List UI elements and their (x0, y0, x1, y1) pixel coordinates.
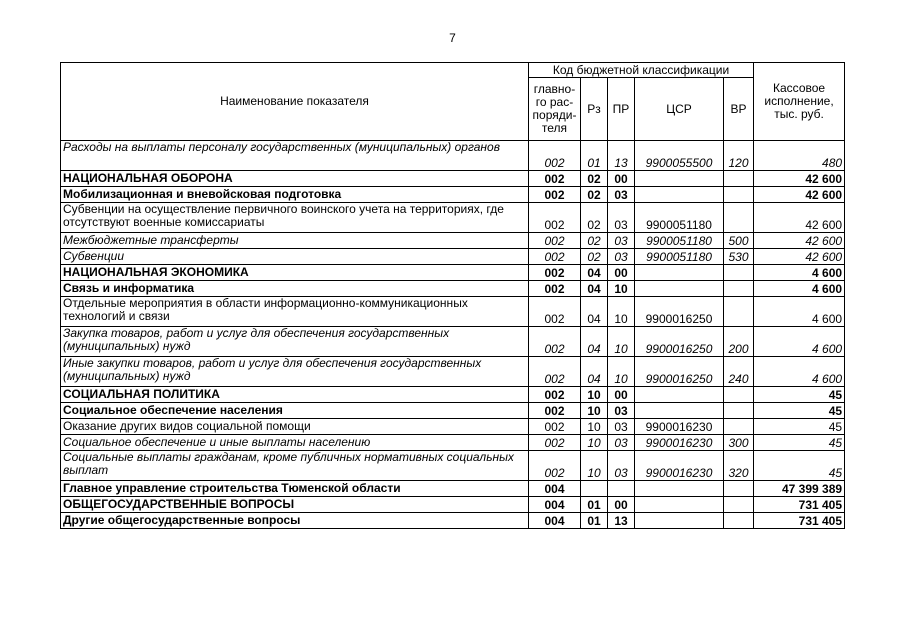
cell-glava: 002 (529, 141, 581, 171)
table-row (61, 451, 845, 481)
cell-glava: 002 (529, 357, 581, 387)
cell-vr (724, 171, 754, 187)
page-number: 7 (449, 31, 456, 45)
table-row (61, 141, 845, 171)
cell-rz (581, 481, 608, 497)
cell-rz: 04 (581, 297, 608, 327)
cell-amount: 42 600 (754, 233, 845, 249)
cell-vr: 120 (724, 141, 754, 171)
cell-csr: 9900016230 (635, 435, 724, 451)
cell-vr (724, 187, 754, 203)
cell-amount: 4 600 (754, 327, 845, 357)
cell-pr: 10 (608, 327, 635, 357)
table-body (61, 141, 845, 529)
cell-amount: 4 600 (754, 297, 845, 327)
cell-name: Отдельные мероприятия в области информационно-коммуникационных технологий и связи (61, 297, 529, 327)
header-amount: Кассовое исполнение, тыс. руб. (754, 63, 845, 141)
cell-csr (635, 403, 724, 419)
cell-vr: 240 (724, 357, 754, 387)
cell-vr (724, 203, 754, 233)
table-header (61, 63, 845, 141)
cell-pr: 13 (608, 513, 635, 529)
cell-glava: 002 (529, 403, 581, 419)
table-row (61, 233, 845, 249)
table-row (61, 497, 845, 513)
cell-csr: 9900016250 (635, 357, 724, 387)
cell-vr (724, 497, 754, 513)
header-csr: ЦСР (635, 78, 724, 141)
cell-name: Иные закупки товаров, работ и услуг для обеспечения государственных (муниципальных) нужд (61, 357, 529, 387)
cell-vr (724, 387, 754, 403)
cell-glava: 002 (529, 419, 581, 435)
cell-csr (635, 481, 724, 497)
header-vr: ВР (724, 78, 754, 141)
cell-glava: 002 (529, 451, 581, 481)
header-name: Наименование показателя (61, 63, 529, 141)
table-row (61, 265, 845, 281)
cell-pr: 00 (608, 265, 635, 281)
cell-glava: 004 (529, 497, 581, 513)
table-row (61, 513, 845, 529)
table-row (61, 357, 845, 387)
cell-amount: 45 (754, 403, 845, 419)
table-row (61, 387, 845, 403)
cell-amount: 4 600 (754, 357, 845, 387)
cell-pr: 00 (608, 171, 635, 187)
cell-rz: 04 (581, 265, 608, 281)
table-row (61, 297, 845, 327)
cell-csr (635, 387, 724, 403)
cell-rz: 01 (581, 513, 608, 529)
cell-vr (724, 513, 754, 529)
cell-pr: 10 (608, 297, 635, 327)
cell-vr (724, 419, 754, 435)
cell-pr (608, 481, 635, 497)
cell-pr: 03 (608, 435, 635, 451)
cell-amount: 47 399 389 (754, 481, 845, 497)
cell-name: НАЦИОНАЛЬНАЯ ЭКОНОМИКА (61, 265, 529, 281)
table-row (61, 187, 845, 203)
table-row (61, 249, 845, 265)
cell-rz: 10 (581, 403, 608, 419)
cell-vr (724, 403, 754, 419)
cell-vr: 500 (724, 233, 754, 249)
cell-csr: 9900016250 (635, 297, 724, 327)
cell-glava: 002 (529, 233, 581, 249)
cell-rz: 02 (581, 233, 608, 249)
cell-glava: 002 (529, 265, 581, 281)
cell-vr (724, 281, 754, 297)
cell-pr: 03 (608, 419, 635, 435)
cell-rz: 10 (581, 451, 608, 481)
cell-glava: 002 (529, 297, 581, 327)
cell-amount: 42 600 (754, 171, 845, 187)
cell-vr: 300 (724, 435, 754, 451)
budget-execution-table (60, 62, 845, 529)
header-glava: главно- го рас- поряди- теля (529, 78, 581, 141)
cell-glava: 002 (529, 327, 581, 357)
cell-rz: 02 (581, 203, 608, 233)
cell-name: Оказание других видов социальной помощи (61, 419, 529, 435)
cell-name: Субвенции (61, 249, 529, 265)
cell-name: Социальное обеспечение и иные выплаты населению (61, 435, 529, 451)
cell-amount: 4 600 (754, 281, 845, 297)
cell-amount: 731 405 (754, 497, 845, 513)
cell-csr (635, 513, 724, 529)
cell-pr: 03 (608, 203, 635, 233)
cell-glava: 002 (529, 435, 581, 451)
table-row (61, 281, 845, 297)
cell-amount: 480 (754, 141, 845, 171)
cell-name: Социальные выплаты гражданам, кроме публичных нормативных социальных выплат (61, 451, 529, 481)
cell-amount: 42 600 (754, 249, 845, 265)
cell-name: Социальное обеспечение населения (61, 403, 529, 419)
cell-rz: 04 (581, 327, 608, 357)
cell-rz: 01 (581, 497, 608, 513)
cell-rz: 10 (581, 387, 608, 403)
cell-glava: 002 (529, 387, 581, 403)
table-row (61, 419, 845, 435)
cell-csr (635, 281, 724, 297)
cell-pr: 03 (608, 249, 635, 265)
cell-csr: 9900055500 (635, 141, 724, 171)
cell-csr (635, 497, 724, 513)
cell-name: ОБЩЕГОСУДАРСТВЕННЫЕ ВОПРОСЫ (61, 497, 529, 513)
cell-vr: 320 (724, 451, 754, 481)
cell-rz: 10 (581, 435, 608, 451)
cell-amount: 45 (754, 451, 845, 481)
cell-pr: 00 (608, 387, 635, 403)
cell-vr (724, 297, 754, 327)
cell-vr: 200 (724, 327, 754, 357)
cell-rz: 02 (581, 187, 608, 203)
cell-name: Расходы на выплаты персоналу государственных (муниципальных) органов (61, 141, 529, 171)
cell-csr: 9900016250 (635, 327, 724, 357)
cell-name: СОЦИАЛЬНАЯ ПОЛИТИКА (61, 387, 529, 403)
cell-glava: 002 (529, 249, 581, 265)
cell-pr: 03 (608, 403, 635, 419)
cell-name: Межбюджетные трансферты (61, 233, 529, 249)
header-budget-code: Код бюджетной классификации (529, 63, 754, 78)
cell-glava: 002 (529, 281, 581, 297)
table-row (61, 327, 845, 357)
cell-amount: 45 (754, 387, 845, 403)
cell-amount: 731 405 (754, 513, 845, 529)
cell-rz: 01 (581, 141, 608, 171)
cell-pr: 03 (608, 451, 635, 481)
cell-name: Мобилизационная и вневойсковая подготовка (61, 187, 529, 203)
cell-glava: 002 (529, 171, 581, 187)
table-row (61, 481, 845, 497)
cell-csr (635, 171, 724, 187)
cell-csr (635, 187, 724, 203)
cell-pr: 10 (608, 357, 635, 387)
cell-amount: 45 (754, 419, 845, 435)
cell-vr: 530 (724, 249, 754, 265)
table-row (61, 435, 845, 451)
cell-name: НАЦИОНАЛЬНАЯ ОБОРОНА (61, 171, 529, 187)
cell-rz: 04 (581, 281, 608, 297)
cell-name: Закупка товаров, работ и услуг для обеспечения государственных (муниципальных) нужд (61, 327, 529, 357)
cell-csr: 9900051180 (635, 233, 724, 249)
cell-csr: 9900051180 (635, 249, 724, 265)
cell-csr: 9900051180 (635, 203, 724, 233)
cell-vr (724, 265, 754, 281)
cell-name: Субвенции на осуществление первичного воинского учета на территориях, где отсутствуют военные комиссариаты (61, 203, 529, 233)
cell-amount: 42 600 (754, 187, 845, 203)
cell-rz: 10 (581, 419, 608, 435)
cell-glava: 004 (529, 513, 581, 529)
cell-csr: 9900016230 (635, 451, 724, 481)
header-pr: ПР (608, 78, 635, 141)
table-row (61, 171, 845, 187)
cell-glava: 002 (529, 187, 581, 203)
cell-glava: 002 (529, 203, 581, 233)
header-rz: Рз (581, 78, 608, 141)
cell-pr: 03 (608, 233, 635, 249)
table-row (61, 203, 845, 233)
cell-amount: 42 600 (754, 203, 845, 233)
cell-amount: 45 (754, 435, 845, 451)
cell-name: Другие общегосударственные вопросы (61, 513, 529, 529)
cell-rz: 04 (581, 357, 608, 387)
cell-pr: 10 (608, 281, 635, 297)
cell-glava: 004 (529, 481, 581, 497)
cell-pr: 13 (608, 141, 635, 171)
cell-name: Главное управление строительства Тюменской области (61, 481, 529, 497)
cell-pr: 03 (608, 187, 635, 203)
cell-rz: 02 (581, 249, 608, 265)
cell-vr (724, 481, 754, 497)
table-row (61, 403, 845, 419)
cell-amount: 4 600 (754, 265, 845, 281)
cell-name: Связь и информатика (61, 281, 529, 297)
cell-csr: 9900016230 (635, 419, 724, 435)
cell-pr: 00 (608, 497, 635, 513)
cell-csr (635, 265, 724, 281)
cell-rz: 02 (581, 171, 608, 187)
